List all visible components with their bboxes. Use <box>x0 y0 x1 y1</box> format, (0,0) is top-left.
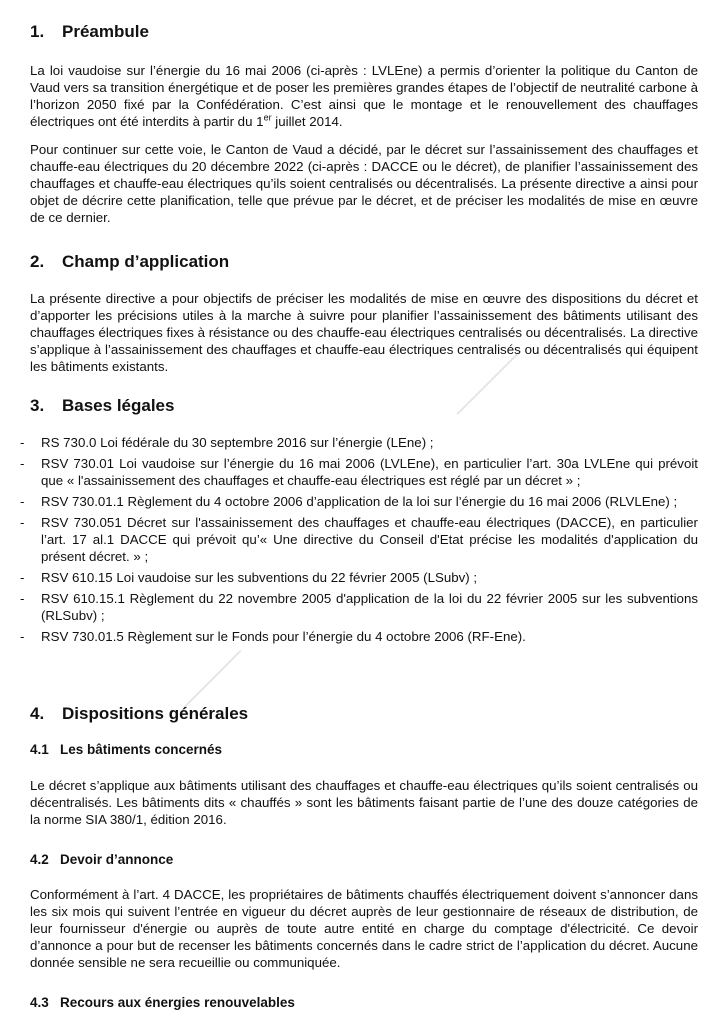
section-heading-preambule <box>30 22 149 42</box>
subsection-title: Recours aux énergies renouvelables <box>60 995 295 1010</box>
list-dash: - <box>20 435 25 450</box>
superscript: er <box>263 112 272 123</box>
legal-bases-list <box>20 434 698 649</box>
list-item-text: RS 730.0 Loi fédérale du 30 septembre 2016 sur l’énergie (LEne) ; <box>41 435 434 450</box>
section-title: Préambule <box>62 22 149 41</box>
paragraph-text: La loi vaudoise sur l’énergie du 16 mai 2006 (ci-après : LVLEne) a permis d’orienter la politique du Canton de Vaud vers sa transition énergétique et de poser les premières grandes étapes de l’objectif de neutralité carbone à l’horizon 2050 fixé par la Confédération. C’est ainsi que le montage et le renouvellement des chauffages électriques ont été interdits à partir du 1 <box>30 63 698 129</box>
list-item-text: RSV 610.15 Loi vaudoise sur les subventions du 22 février 2005 (LSubv) ; <box>41 570 478 585</box>
section-title: Bases légales <box>62 396 175 415</box>
section-number: 3. <box>30 396 45 415</box>
paragraph <box>30 62 698 130</box>
section-heading-bases-legales <box>30 396 174 416</box>
list-item <box>20 455 698 489</box>
list-item-text: RSV 730.01.5 Règlement sur le Fonds pour l’énergie du 4 octobre 2006 (RF-Ene). <box>41 629 526 644</box>
list-item-text: RSV 730.01.1 Règlement du 4 octobre 2006 d’application de la loi sur l’énergie du 16 mai 2006 (RLVLEne) ; <box>41 494 678 509</box>
list-dash: - <box>20 515 25 530</box>
subsection-number: 4.1 <box>30 742 49 757</box>
list-item <box>20 590 698 624</box>
subsection-number: 4.2 <box>30 852 49 867</box>
subsection-title: Les bâtiments concernés <box>60 742 223 757</box>
list-dash: - <box>20 591 25 606</box>
paragraph: Pour continuer sur cette voie, le Canton de Vaud a décidé, par le décret sur l’assainissement des chauffages et chauffe-eau électriques du 20 décembre 2022 (ci-après : DACCE ou le décret), de planifier l’assainissement des chauffages et chauffe-eau électriques qu’ils soient centralisés ou décentralisés. La présente directive a ainsi pour objet de décrire cette planification, telle que prévue par le décret, et de préciser les modalités de mise en œuvre de ce dernier. <box>30 142 698 225</box>
list-item-text: RSV 730.01 Loi vaudoise sur l’énergie du 16 mai 2006 (LVLEne), en particulier l’art. 30a LVLEne qui prévoit que « l'assainissement des chauffages et chauffe-eau électriques est réglé par un décret » ; <box>41 456 698 488</box>
list-dash: - <box>20 494 25 509</box>
list-item <box>20 628 698 645</box>
list-item <box>20 514 698 565</box>
watermark-streak <box>183 650 241 708</box>
list-item-text: RSV 610.15.1 Règlement du 22 novembre 2005 d'application de la loi du 22 février 2005 sur les subventions (RLSubv) ; <box>41 591 698 623</box>
paragraph: Conformément à l’art. 4 DACCE, les propriétaires de bâtiments chauffés électriquement doivent s’annoncer dans les six mois qui suivent l’entrée en vigueur du décret auprès de leur gestionnaire de réseaux de distribution, de leur fournisseur d'énergie ou auprès de toute autre entité en charge du comptage d'électricité. Ce devoir d’annonce a pour but de recenser les bâtiments concernés dans le cadre strict de l’application du décret. Aucune donnée sensible ne sera recueillie ou communiquée. <box>30 887 698 970</box>
list-dash: - <box>20 456 25 471</box>
list-dash: - <box>20 570 25 585</box>
section-heading-champ-application <box>30 252 229 272</box>
section-number: 1. <box>30 22 45 41</box>
subsection-heading-energies-renouvelables <box>30 995 295 1011</box>
subsection-title: Devoir d’annonce <box>60 852 174 867</box>
section-title: Dispositions générales <box>62 704 249 723</box>
list-dash: - <box>20 629 25 644</box>
list-item <box>20 493 698 510</box>
list-item <box>20 434 698 451</box>
section-number: 2. <box>30 252 45 271</box>
paragraph-text: juillet 2014. <box>271 114 343 129</box>
section-number: 4. <box>30 704 45 723</box>
paragraph: La présente directive a pour objectifs de préciser les modalités de mise en œuvre des dispositions du décret et d’apporter les précisions utiles à la marche à suivre pour planifier l’assainissement des bâtiments utilisant des chauffages électriques fixes à résistance ou des chauffe-eau électriques centralisés ou décentralisés. La directive s’applique à l’assainissement des chauffages et chauffe-eau électriques centralisés ou décentralisés qui équipent les bâtiments existants. <box>30 291 698 374</box>
subsection-heading-devoir-annonce <box>30 852 173 868</box>
section-title: Champ d’application <box>62 252 230 271</box>
paragraph: Le décret s’applique aux bâtiments utilisant des chauffages et chauffe-eau électriques qu’ils soient centralisés ou décentralisés. Les bâtiments dits « chauffés » sont les bâtiments faisant partie de l’une des douze catégories de la norme SIA 380/1, édition 2016. <box>30 778 698 827</box>
list-item <box>20 569 698 586</box>
section-heading-dispositions-generales <box>30 704 248 724</box>
subsection-heading-batiments-concernes <box>30 742 222 758</box>
list-item-text: RSV 730.051 Décret sur l'assainissement des chauffages et chauffe-eau électriques (DACCE), en particulier l’art. 17 al.1 DACCE qui prévoit qu’« Une directive du Conseil d'Etat précise les modalités d'application du présent décret. » ; <box>41 515 698 564</box>
subsection-number: 4.3 <box>30 995 49 1010</box>
